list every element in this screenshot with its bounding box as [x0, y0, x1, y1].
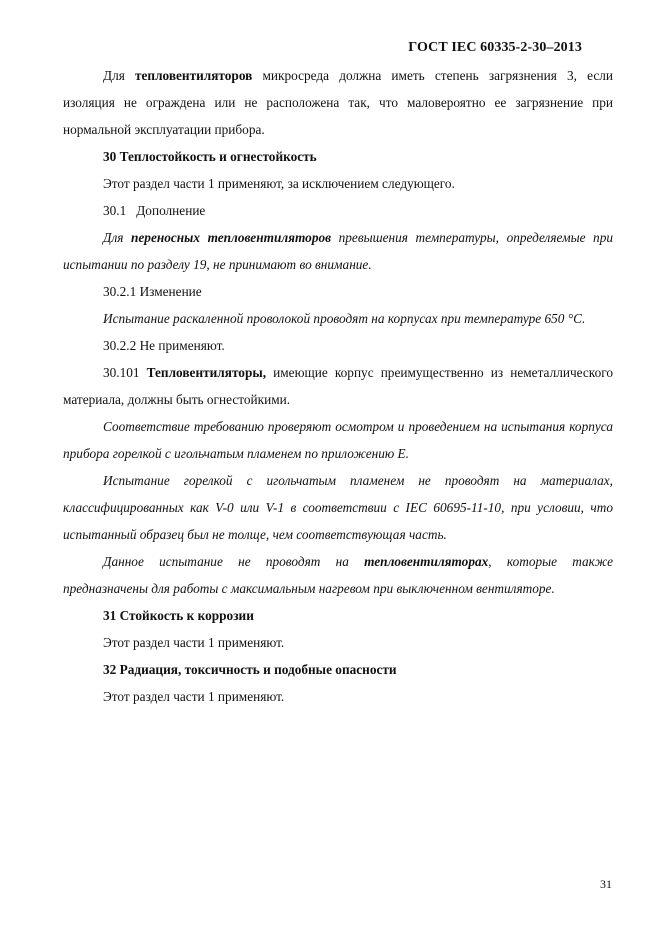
needle-flame-exemption-text: Испытание горелкой с игольчатым пламенем не проводят на материалах, классифицированных как V-0 или V-1 в соответствии с IEC 60695-11-10, при условии, что испытанный образец был не толще, чем соответствующая часть. — [63, 473, 613, 542]
section-30-intro: Этот раздел части 1 применяют, за исключением следующего. — [103, 176, 455, 191]
clause-30-2-1-text: Испытание раскаленной проволокой проводят на корпусах при температуре 650 °С. — [103, 311, 586, 326]
term-portable-fan-heaters: переносных тепловентиляторов — [131, 230, 332, 245]
text-run: Для — [103, 230, 131, 245]
text-run: имеющие корпус преимущественно из неметаллического материала, должны быть огнестойкими. — [63, 365, 613, 407]
term-fan-heaters: тепловентиляторов — [134, 68, 253, 83]
text-run: превышения температуры, определяемые при испытании по разделу 19, не принимают во внимание. — [63, 230, 613, 272]
section-31-text: Этот раздел части 1 применяют. — [103, 635, 285, 650]
section-32-heading: 32 Радиация, токсичность и подобные опасности — [103, 662, 397, 677]
clause-30-101 — [63, 359, 613, 413]
document-body — [63, 62, 613, 710]
clause-30-2-1: 30.2.1 Изменение — [103, 284, 202, 299]
compliance-check-text: Соответствие требованию проверяют осмотром и проведением на испытания корпуса прибора горелкой с игольчатым пламенем по приложению Е. — [63, 419, 613, 461]
term-fan-heaters: Тепловентиляторы, — [146, 365, 267, 380]
clause-30-2-2: 30.2.2 Не применяют. — [103, 338, 225, 353]
text-run: Для — [103, 68, 135, 83]
text-run: микросреда должна иметь степень загрязнения 3, если изоляция не ограждена или не расположена так, что маловероятно ее загрязнение при нормальной эксплуатации прибора. — [63, 68, 613, 137]
test-not-applied-text — [63, 548, 613, 602]
term-fan-heaters: тепловентиляторах — [364, 554, 489, 569]
section-30-heading: 30 Теплостойкость и огнестойкость — [103, 149, 317, 164]
clause-number: 30.101 — [103, 365, 147, 380]
clause-30-1: 30.1 Дополнение — [103, 203, 206, 218]
page-number: 31 — [600, 877, 612, 891]
text-run: , которые также предназначены для работы с максимальным нагревом при выключенном вентиляторе. — [63, 554, 613, 596]
document-code-header: ГОСТ IEC 60335-2-30–2013 — [408, 40, 582, 55]
clause-30-1-text — [63, 224, 613, 278]
section-31-heading: 31 Стойкость к коррозии — [103, 608, 254, 623]
section-32-text: Этот раздел части 1 применяют. — [103, 689, 285, 704]
text-run: Данное испытание не проводят на — [103, 554, 365, 569]
paragraph-pollution-degree — [63, 62, 613, 143]
